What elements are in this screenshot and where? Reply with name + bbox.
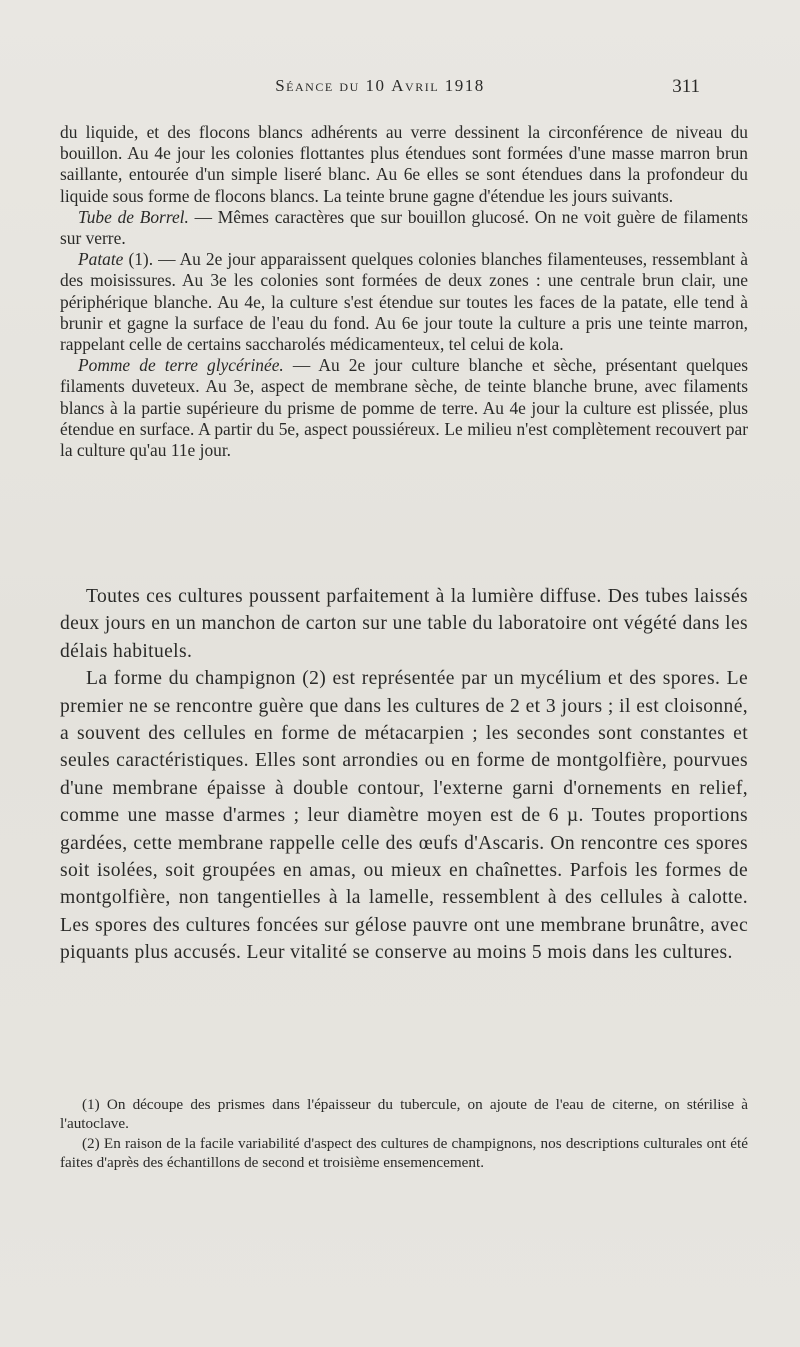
paragraph-borrel-text: — Mêmes caractères que sur bouillon glucosé. On ne voit guère de filaments sur verre.	[60, 206, 748, 249]
paragraph-bouillon-continued: du liquide, et des flocons blancs adhérents au verre dessinent la circonférence de niveau du bouillon. Au 4e jour les colonies flottantes plus étendues sont formées d'une masse marron brun saillante, entourée d'un simple liseré blanc. Au 6e elles se sont étendues dans la profondeur du liquide sous forme de flocons blancs. La teinte brune gagne d'étendue les jours suivants.	[60, 122, 748, 206]
running-head	[60, 76, 700, 96]
medium-title-patate: Patate	[78, 249, 124, 270]
running-head-seance: Séance	[275, 76, 334, 95]
running-head-year: 1918	[444, 76, 485, 95]
culture-descriptions	[60, 122, 748, 461]
medium-title-pomme: Pomme de terre glycérinée.	[78, 355, 284, 376]
paragraph-patate	[60, 249, 748, 355]
medium-title-borrel: Tube de Borrel.	[78, 206, 189, 227]
paragraph-tube-de-borrel	[60, 207, 748, 249]
page-number: 311	[672, 76, 700, 97]
running-head-day: 10	[365, 76, 386, 95]
running-head-du: du	[339, 76, 360, 95]
footnote-ref-1: (1).	[123, 249, 154, 270]
running-head-month: Avril	[391, 76, 440, 95]
main-body	[60, 583, 748, 967]
footnote-1: (1) On découpe des prismes dans l'épaisseur du tubercule, on ajoute de l'eau de citerne, on stérilise à l'autoclave.	[60, 1096, 748, 1133]
paragraph-pomme-text: — Au 2e jour culture blanche et sèche, présentant quelques filaments duveteux. Au 3e, aspect de membrane sèche, de teinte blanche brune, avec filaments blancs à la partie supérieure du prisme de pomme de terre. Au 4e jour la culture est plissée, plus étendue en surface. A partir du 5e, aspect poussiéreux. Le milieu n'est complètement recouvert par la culture qu'au 11e jour.	[60, 355, 748, 461]
footnotes	[60, 1095, 748, 1173]
footnote-2: (2) En raison de la facile variabilité d'aspect des cultures de champignons, nos descriptions culturales ont été faites d'après des échantillons de second et troisième ensemencement.	[60, 1134, 748, 1172]
paragraph-pomme-de-terre	[60, 355, 748, 461]
paragraph-patate-text: — Au 2e jour apparaissent quelques colonies blanches filamenteuses, ressemblant à des moisissures. Au 3e les colonies sont formées de deux zones : une centrale brun clair, une périphérique blanche. Au 4e, la culture s'est étendue sur toutes les faces de la patate, elle tend à brunir et gagne la surface de l'eau du fond. Au 6e jour toute la culture a pris une teinte marron, rappelant celle de certains saccharolés médicamenteux, tel celui de kola.	[60, 249, 748, 355]
paragraph-lumiere-diffuse: Toutes ces cultures poussent parfaitement à la lumière diffuse. Des tubes laissés deux jours en un manchon de carton sur une table du laboratoire ont végété dans les délais habituels.	[60, 586, 748, 662]
paragraph-forme-champignon: La forme du champignon (2) est représentée par un mycélium et des spores. Le premier ne se rencontre guère que dans les cultures de 2 et 3 jours ; il est cloisonné, a souvent des cellules en forme de métacarpien ; les secondes sont constantes et seules caractéristiques. Elles sont arrondies ou en forme de montgolfière, pourvues d'une membrane épaisse à double contour, l'externe garni d'ornements en relief, comme une masse d'armes ; leur diamètre moyen est de 6 µ. Toutes proportions gardées, cette membrane rappelle celle des œufs d'Ascaris. On rencontre ces spores soit isolées, soit groupées en amas, ou mieux en chaînettes. Parfois les formes de montgolfière, non tangentielles à la lamelle, ressemblent à des cellules à calotte. Les spores des cultures foncées sur gélose pauvre ont une membrane brunâtre, avec piquants plus accusés. Leur vitalité se conserve au moins 5 mois dans les cultures.	[60, 668, 748, 964]
